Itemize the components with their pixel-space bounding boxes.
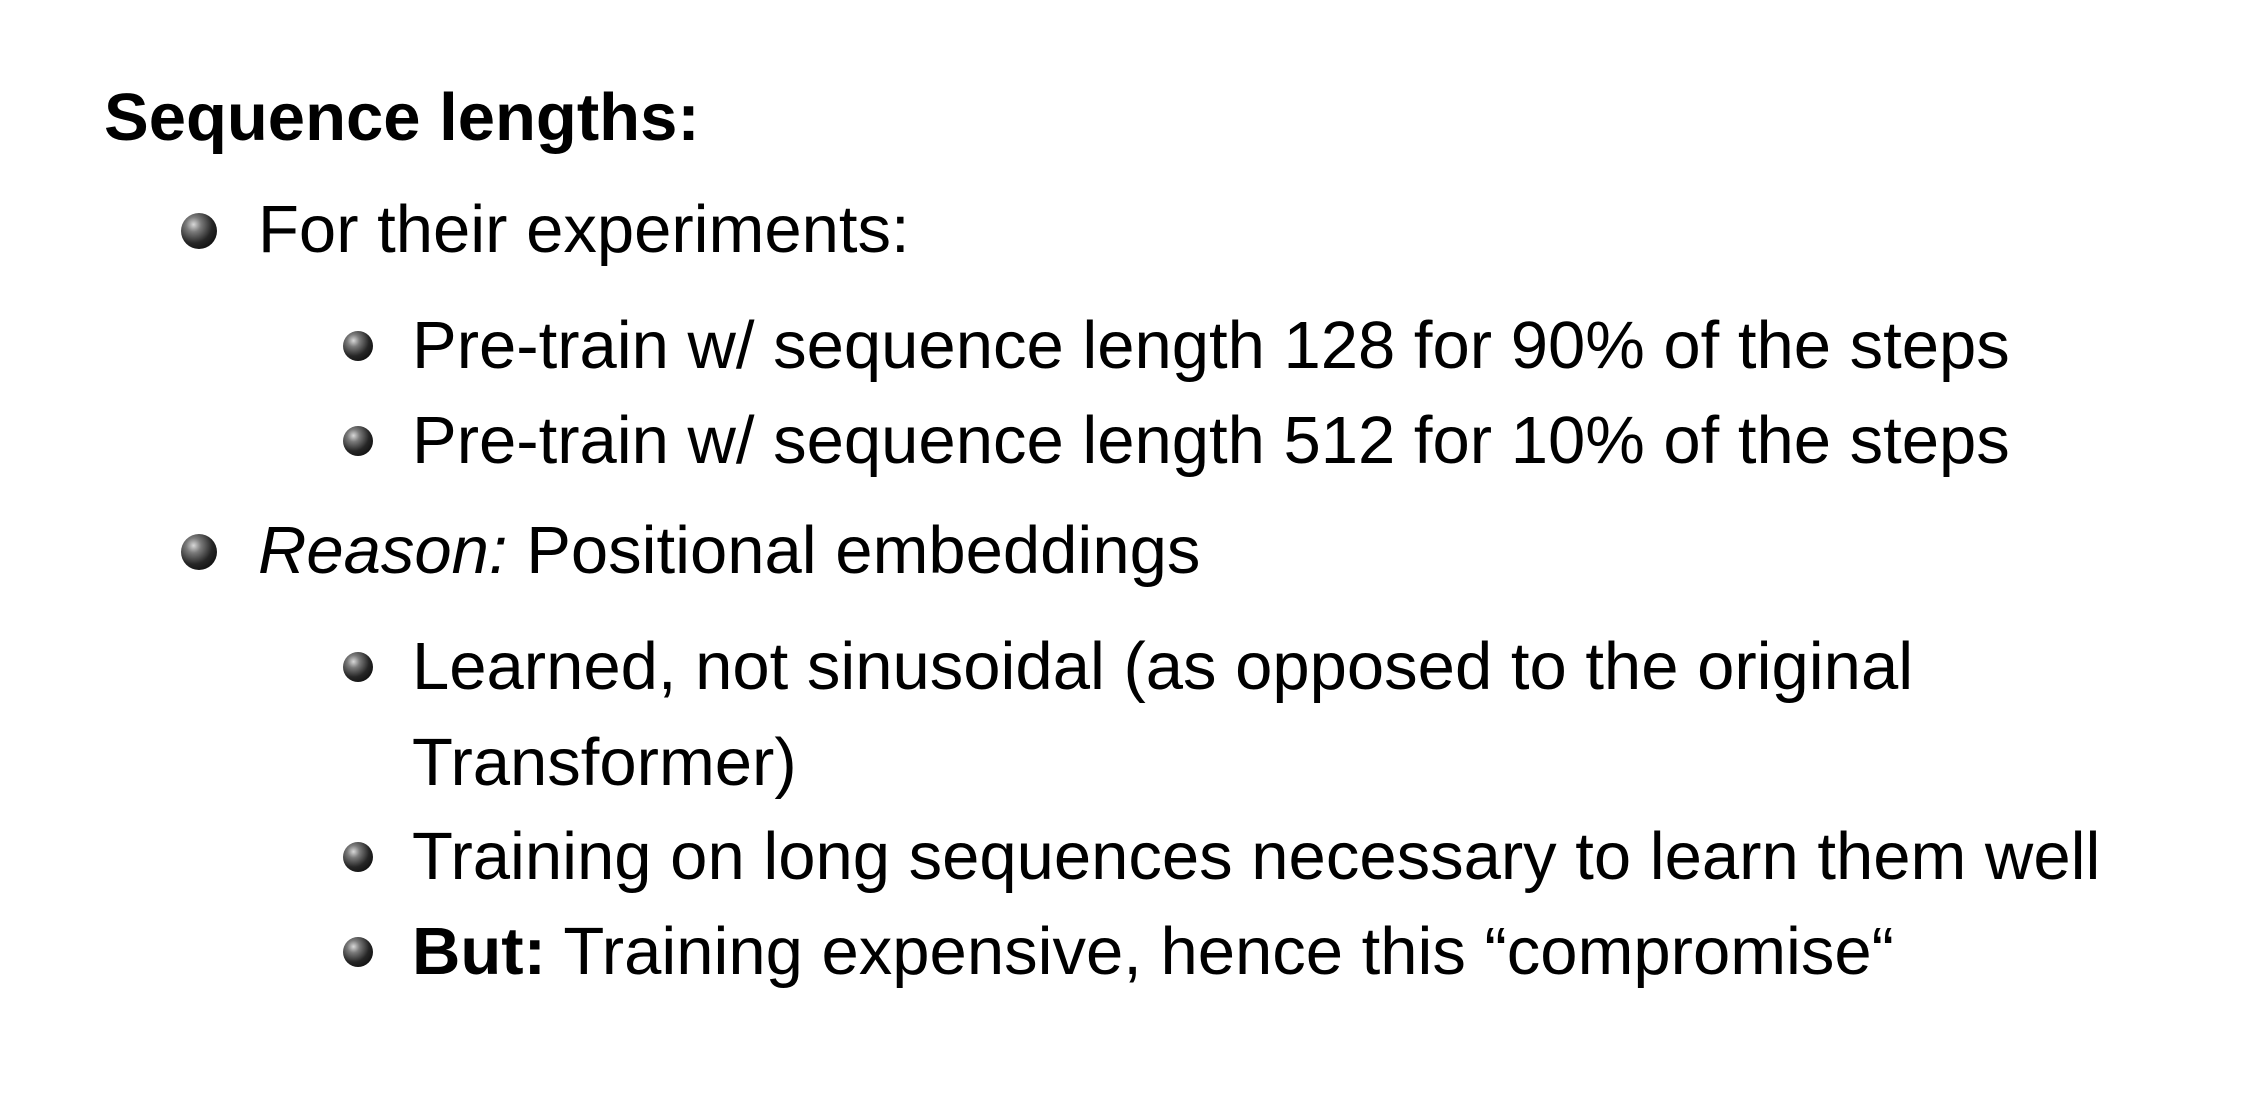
reason-text: Positional embeddings	[526, 513, 1201, 588]
sphere-bullet-icon	[343, 937, 373, 967]
but-label: But:	[412, 914, 546, 989]
slide-heading: Sequence lengths:	[104, 80, 700, 155]
bullet-reason	[258, 511, 1200, 591]
list-item-long-sequences: Training on long sequences necessary to learn them well	[412, 819, 2101, 894]
sphere-bullet-icon	[343, 426, 373, 456]
sphere-bullet-icon	[343, 842, 373, 872]
list-item-seq-512: Pre-train w/ sequence length 512 for 10% of the steps	[412, 403, 2010, 478]
but-text: Training expensive, hence this “compromise“	[563, 914, 1894, 989]
sphere-bullet-icon	[343, 652, 373, 682]
list-item-learned: Learned, not sinusoidal (as opposed to the original Transformer)	[412, 629, 1914, 800]
list-item-seq-128: Pre-train w/ sequence length 128 for 90% of the steps	[412, 308, 2010, 383]
sphere-bullet-icon	[181, 534, 217, 570]
list-item-but	[412, 904, 1894, 1000]
sphere-bullet-icon	[181, 213, 217, 249]
reason-label: Reason:	[258, 513, 508, 588]
sphere-bullet-icon	[343, 331, 373, 361]
bullet-experiments: For their experiments:	[258, 192, 910, 267]
